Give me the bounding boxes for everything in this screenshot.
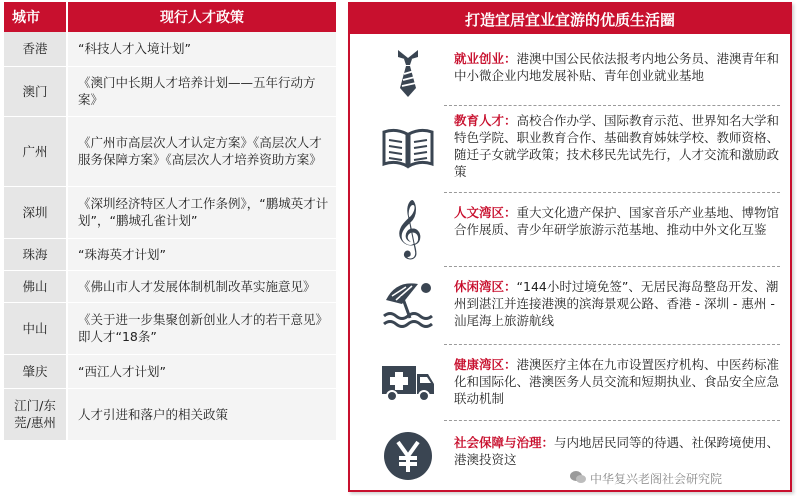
column-header-policy: 现行人才政策 [67, 2, 336, 32]
city-cell: 佛山 [4, 270, 67, 302]
city-cell: 肇庆 [4, 354, 67, 388]
city-cell: 江门/东莞/惠州 [4, 388, 67, 440]
policy-cell: “西江人才计划” [67, 354, 336, 388]
column-header-city: 城市 [4, 2, 67, 32]
policy-table-wrapper [4, 2, 336, 441]
culture-keyword: 人文湾区： [454, 205, 517, 220]
beach-umbrella-icon [380, 274, 436, 330]
divider [444, 420, 780, 421]
table-row [4, 270, 336, 302]
panel-title: 打造宜居宜业宜游的优质生活圈 [350, 4, 790, 34]
policy-cell: 《澳门中长期人才培养计划——五年行动方案》 [67, 66, 336, 116]
city-cell: 深圳 [4, 186, 67, 238]
leisure-item [350, 274, 790, 334]
city-cell: 广州 [4, 116, 67, 186]
table-row [4, 238, 336, 270]
ambulance-icon [380, 352, 436, 408]
education-item [350, 112, 790, 184]
watermark-text: 中华复兴老阁社会研究院 [590, 472, 723, 486]
wechat-icon [570, 470, 586, 487]
education-text: 高校合作办学、国际教育示范、世界知名大学和特色学院、职业教育合作、基础教育姊妹学校、教师资格、随迁子女就学政策；技术移民先试先行，人才交流和激励政策 [454, 113, 780, 179]
divider [444, 105, 780, 106]
yen-coin-icon [380, 428, 436, 484]
table-row [4, 302, 336, 354]
leisure-text: “144小时过境免签”、无居民海岛整岛开发、潮州到湛江并连接港澳的滨海景观公路、香港 - 深圳 - 惠州 - 汕尾海上旅游航线 [454, 279, 779, 328]
table-row [4, 388, 336, 440]
open-book-icon [380, 120, 436, 176]
culture-text: 重大文化遗产保护、国家音乐产业基地、博物馆合作展质、青少年研学旅游示范基地、推动中外文化互鉴 [454, 205, 780, 237]
city-cell: 中山 [4, 302, 67, 354]
health-keyword: 健康湾区： [454, 357, 517, 372]
table-row [4, 32, 336, 66]
policy-cell: “科技人才入境计划” [67, 32, 336, 66]
health-text: 港澳医疗主体在九市设置医疗机构、中医药标准化和国际化、港澳医务人员交流和短期执业、食品安全应急联动机制 [454, 357, 780, 406]
policy-table [4, 2, 336, 441]
treble-clef-icon: 𝄞 [393, 199, 423, 257]
divider [444, 344, 780, 345]
employment-text: 港澳中国公民依法报考内地公务员、港澳青年和中小微企业内地发展补贴、青年创业就业基地 [454, 51, 780, 83]
policy-cell: 《关于进一步集聚创新创业人才的若干意见》即人才“18条” [67, 302, 336, 354]
quality-life-panel [348, 2, 792, 492]
leisure-keyword: 休闲湾区： [454, 279, 517, 294]
watermark [570, 470, 722, 487]
table-header-row [4, 2, 336, 32]
policy-cell: 人才引进和落户的相关政策 [67, 388, 336, 440]
education-keyword: 教育人才： [454, 113, 517, 128]
employment-item [350, 44, 790, 100]
city-cell: 澳门 [4, 66, 67, 116]
policy-cell: 《深圳经济特区人才工作条例》，“鹏城英才计划”，“鹏城孔雀计划” [67, 186, 336, 238]
policy-cell: 《佛山市人才发展体制机制改革实施意见》 [67, 270, 336, 302]
employment-keyword: 就业创业： [454, 51, 517, 66]
culture-item [350, 200, 790, 260]
social-security-text: 与内地居民同等的待遇、社保跨境使用、港澳投资这 [454, 435, 780, 467]
divider [444, 266, 780, 267]
table-row [4, 186, 336, 238]
city-cell: 香港 [4, 32, 67, 66]
table-row [4, 116, 336, 186]
social-security-keyword: 社会保障与治理： [454, 435, 555, 450]
city-cell: 珠海 [4, 238, 67, 270]
divider [444, 192, 780, 193]
health-item [350, 352, 790, 412]
policy-cell: “珠海英才计划” [67, 238, 336, 270]
necktie-icon [380, 44, 436, 100]
table-row [4, 354, 336, 388]
policy-cell: 《广州市高层次人才认定方案》《高层次人才服务保障方案》《高层次人才培养资助方案》 [67, 116, 336, 186]
table-row [4, 66, 336, 116]
